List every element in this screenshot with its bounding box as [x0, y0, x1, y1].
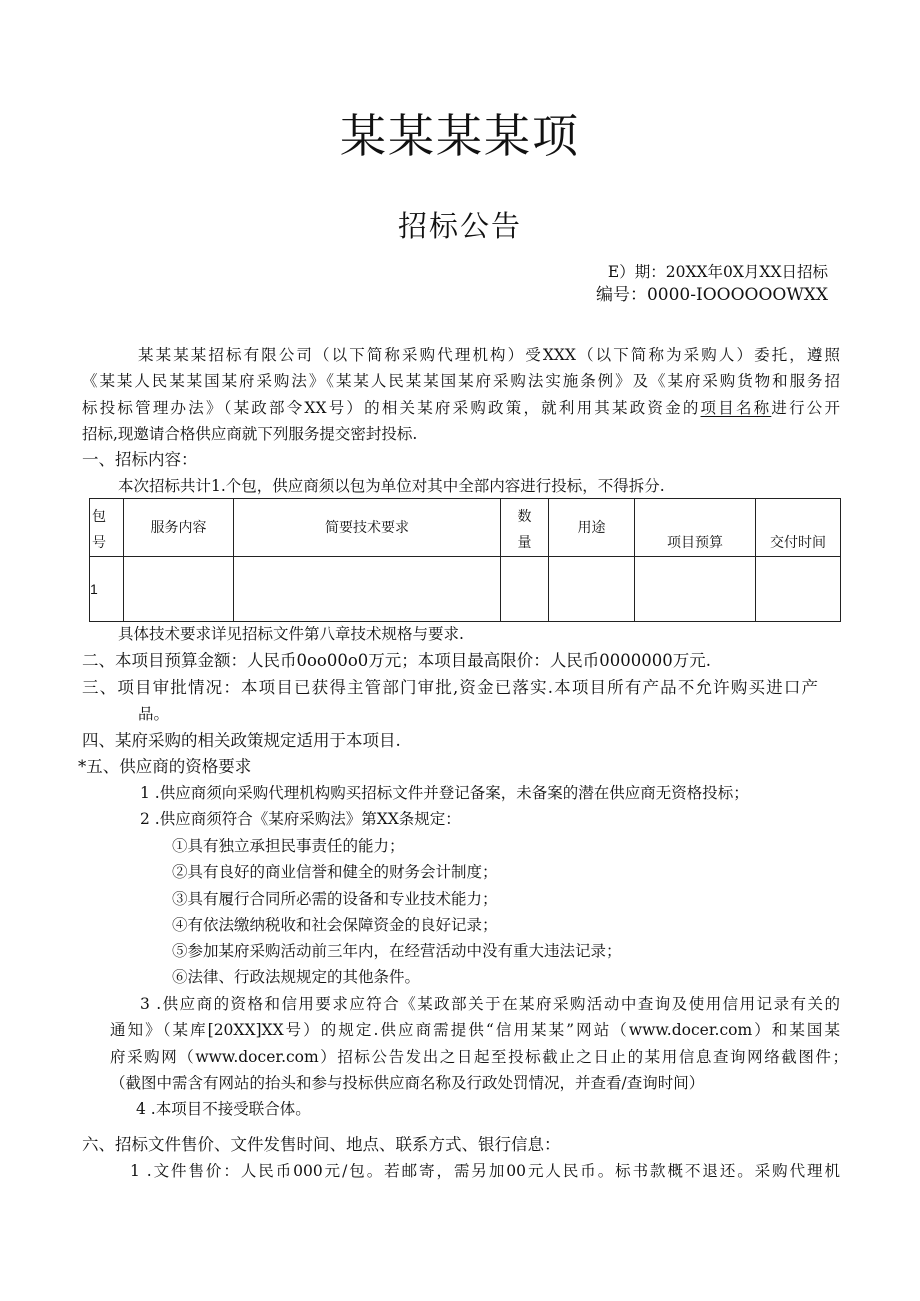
project-name-field: 项目名称 — [700, 399, 772, 417]
intro-line-3-text: 标投标管理办法》（某政部令XX号）的相关某府采购政策，就利用其某政资金的 — [82, 399, 701, 417]
section3-line1: 三、项目审批情况：本项目已获得主管部门审批,资金已落实.本项目所有产品不允许购买进口产 — [82, 678, 818, 697]
header-text: 简要技术要求 — [325, 520, 409, 536]
intro-line-3 — [82, 398, 840, 418]
header-text: 号 — [92, 535, 106, 551]
section4: 四、某府采购的相关政策规定适用于本项目. — [82, 731, 401, 750]
header-text: 数 — [517, 509, 532, 525]
section1-note: 具体技术要求详见招标文件第八章技术规格与要求. — [118, 625, 464, 643]
document-subtitle: 招标公告 — [397, 209, 522, 243]
section6-item1: 1 .文件售价：人民币000元/包。若邮寄，需另加00元人民币。标书款概不退还。采购代理机 — [130, 1162, 840, 1180]
intro-line-2: 《某某人民某某国某府采购法》《某某人民某某国某府采购法实施条例》及《某府采购货物和服务招 — [82, 372, 840, 390]
section5-item3-line1: 3 .供应商的资格和信用要求应符合《某政部关于在某府采购活动中查询及使用信用记录有关的 — [140, 995, 840, 1013]
intro-line-4: 招标,现邀请合格供应商就下列服务提交密封投标. — [82, 425, 418, 443]
section5-item2: 2 .供应商须符合《某府采购法》第XX条规定： — [140, 810, 461, 828]
number-line: 编号：0000-IOOOOOOWXX — [595, 285, 828, 305]
cell-budget — [635, 557, 756, 622]
header-text: 交付时间 — [770, 535, 826, 551]
section5-item1: 1 .供应商须向采购代理机构购买招标文件并登记备案，未备案的潜在供应商无资格投标； — [140, 784, 749, 802]
section3-line2: 品。 — [138, 705, 170, 723]
header-package-no — [90, 499, 124, 557]
section5-item3-line3: 府采购网（www.docer.com）招标公告发出之日起至投标截止之日止的某用信息查询网络截图件； — [110, 1048, 848, 1066]
section6-heading: 六、招标文件售价、文件发售时间、地点、联系方式、银行信息： — [82, 1135, 561, 1154]
date-line: E）期：20XX年0X月XX日招标 — [607, 263, 828, 281]
qualification-sub-item: ⑥法律、行政法规规定的其他条件。 — [172, 968, 421, 986]
cell-tech-requirements — [234, 557, 501, 622]
section5-item3-line2: 通知》（某库[20XX]XX号）的规定.供应商需提供“信用某某”网站（www.docer.com）和某国某 — [110, 1021, 840, 1039]
qualification-sub-item: ①具有独立承担民事责任的能力； — [172, 837, 405, 855]
table-row — [90, 557, 841, 622]
cell-quantity — [501, 557, 549, 622]
header-text: 包 — [92, 509, 106, 525]
table-header-row — [90, 499, 841, 557]
document-title: 某某某某项 — [340, 109, 580, 163]
header-budget — [635, 499, 756, 557]
header-delivery-time — [756, 499, 841, 557]
header-usage — [549, 499, 635, 557]
header-text: 量 — [517, 535, 532, 551]
intro-line-1: 某某某某招标有限公司（以下简称采购代理机构）受XXX（以下简称为采购人）委托，遵照 — [138, 346, 840, 364]
qualification-sub-item: ④有依法缴纳税收和社会保障资金的良好记录； — [172, 916, 498, 934]
bid-content-table — [89, 498, 841, 622]
section2: 二、本项目预算金额：人民币0oo00o0万元；本项目最高限价：人民币0000000万元. — [82, 651, 712, 670]
section5-item4: 4 .本项目不接受联合体。 — [136, 1100, 311, 1118]
cell-service-content — [124, 557, 234, 622]
section5-heading: *五、供应商的资格要求 — [78, 757, 252, 776]
header-text: 项目预算 — [667, 535, 723, 551]
section1-heading: 一、招标内容： — [82, 450, 198, 469]
qualification-sub-item: ⑤参加某府采购活动前三年内，在经营活动中没有重大违法记录； — [172, 942, 622, 960]
cell-delivery-time — [756, 557, 841, 622]
section1-desc: 本次招标共计1.个包，供应商须以包为单位对其中全部内容进行投标，不得拆分. — [118, 477, 665, 495]
intro-line-3-tail: 进行公开 — [771, 399, 840, 417]
cell-package-no: 1 — [90, 557, 124, 622]
qualification-sub-item: ③具有履行合同所必需的设备和专业技术能力； — [172, 890, 498, 908]
header-service-content — [124, 499, 234, 557]
header-quantity — [501, 499, 549, 557]
cell-usage — [549, 557, 635, 622]
section5-item3-line4: （截图中需含有网站的抬头和参与投标供应商名称及行政处罚情况，并查看/查询时间） — [110, 1074, 705, 1092]
header-text: 用途 — [577, 520, 606, 536]
header-tech-requirements — [234, 499, 501, 557]
qualification-sub-item: ②具有良好的商业信誉和健全的财务会计制度； — [172, 863, 498, 881]
header-text: 服务内容 — [150, 520, 207, 536]
